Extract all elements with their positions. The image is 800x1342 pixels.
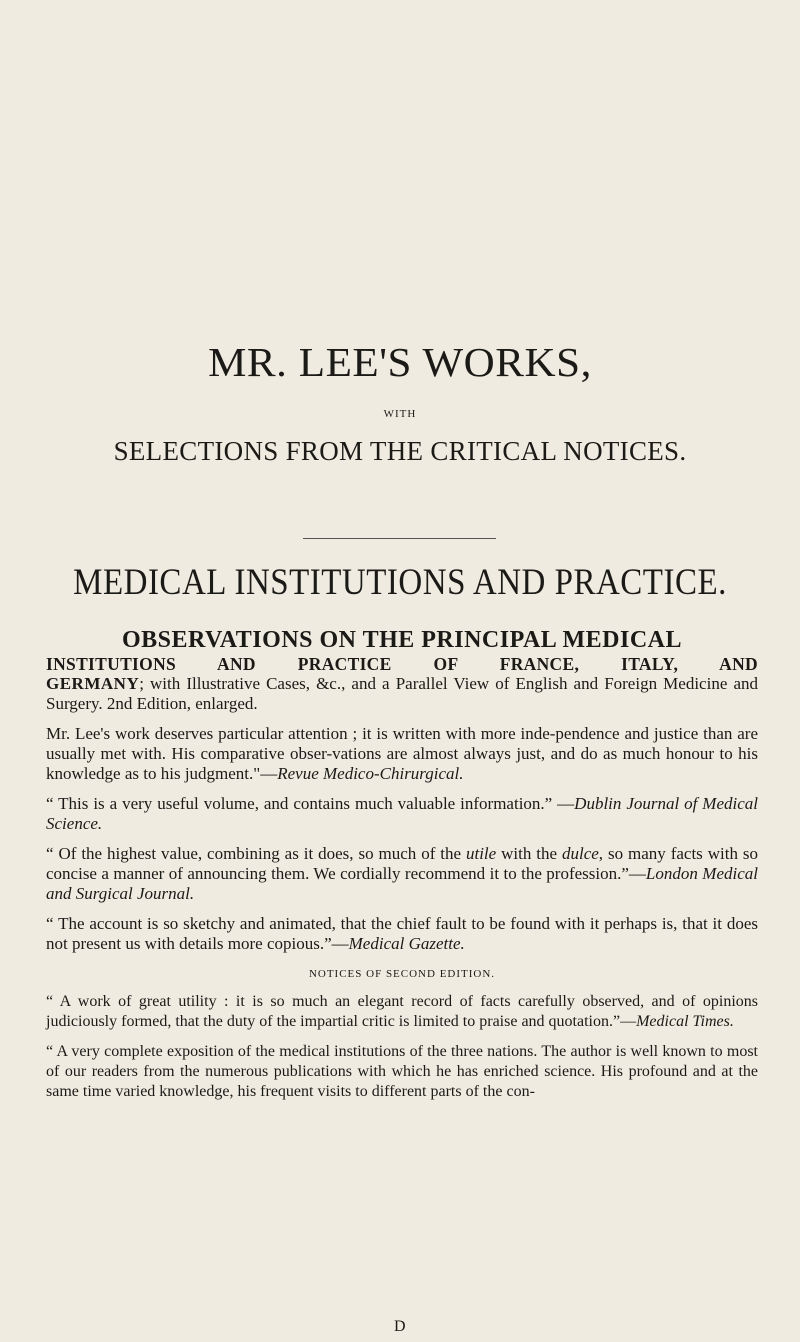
book-description-text: ; with Illustrative Cases, &c., and a Parallel View of English and Foreign Medicine and Surgery. 2nd Edition, enlarged. [46,674,758,713]
body-text [46,626,758,1112]
review-3 [46,844,758,904]
signature-mark: D [394,1318,406,1335]
review-source: Revue Medico-Chirurgical. [277,764,464,783]
subtitle: SELECTIONS FROM THE CRITICAL NOTICES. [113,436,687,466]
book-heading-line1: OBSERVATIONS ON THE PRINCIPAL MEDICAL [122,627,682,653]
second-edition-review-2 [46,1042,758,1102]
review-2 [46,794,758,834]
review-text: “ This is a very useful volume, and contains much valuable information.” — [46,794,575,813]
review-source: Medical Times. [636,1013,734,1030]
notices-heading: NOTICES OF SECOND EDITION. [308,968,496,980]
book-description [46,674,758,714]
review-text: “ A work of great utility : it is so much an elegant record of facts carefully observed, and of opinions judiciously formed, that the duty of the impartial critic is limited to praise and quotation.”— [46,993,758,1030]
review-text: “ The account is so sketchy and animated, that the chief fault to be found with it perhaps is, that it does not present us with details more copious.”— [46,914,758,953]
review-source: Medical Gazette. [348,934,465,953]
review-italic-word: utile [465,844,497,863]
with-label: WITH [383,408,417,420]
section-title: MEDICAL INSTITUTIONS AND PRACTICE. [73,562,727,604]
second-edition-review-1 [46,992,758,1032]
divider-rule [303,538,496,539]
review-text: , so many facts with so concise a manner of announcing them. We cordially recommend it to the profession.”— [46,844,758,883]
review-4 [46,914,758,954]
review-source: Dublin Journal of Medical Science. [46,794,759,833]
main-title: MR. LEE'S WORKS, [208,339,592,385]
book-heading-line2: INSTITUTIONS AND PRACTICE OF FRANCE, ITALY, AND [46,654,758,674]
review-source: London Medical and Surgical Journal. [46,864,758,903]
review-1 [46,724,758,784]
review-italic-word: dulce [561,844,599,863]
review-text: Mr. Lee's work deserves particular attention ; it is written with more inde-pendence and justice than are usually met with. His comparative obser-vations are almost always just, and do as much honour to his knowledge as to his judgment."— [46,724,758,783]
review-text: “ A very complete exposition of the medical institutions of the three nations. The author is well known to most of our readers from the numerous publications with which he has enriched science. His profound and at the same time varied knowledge, his frequent visits to different parts of the con- [46,1043,758,1100]
book-caps-word: GERMANY [46,674,140,693]
review-text: “ Of the highest value, combining as it does, so much of the [46,844,466,863]
review-text: with the [496,844,562,863]
